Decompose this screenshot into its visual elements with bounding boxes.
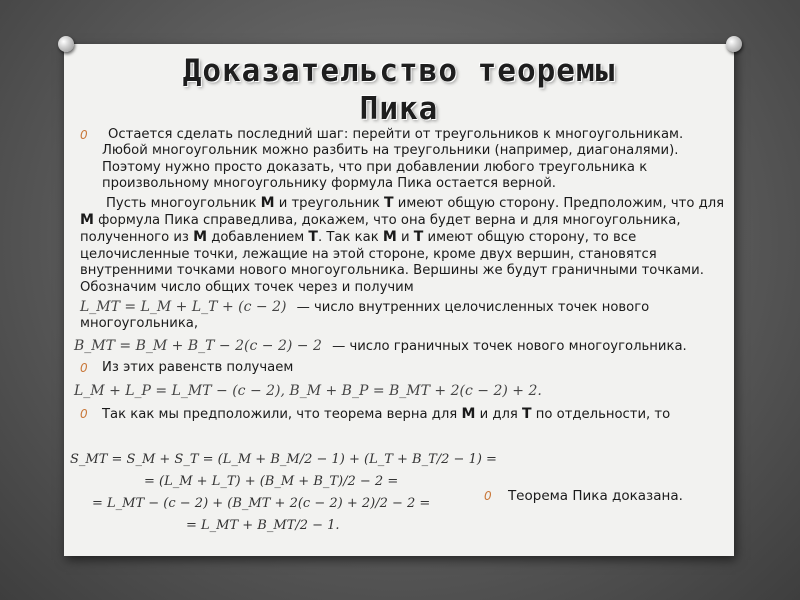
bullet-marker: 0 [484, 489, 492, 503]
paragraph-2 [80, 195, 730, 296]
letter-t: T [384, 194, 394, 211]
text-run: и для [475, 407, 523, 423]
text-run: и [396, 230, 414, 246]
title-line-1: Доказательство теоремы [182, 53, 616, 89]
formula-lp-row [74, 382, 730, 400]
letter-m: M [260, 194, 275, 211]
bullet-marker: 0 [80, 361, 88, 376]
slide-body [74, 127, 730, 424]
equation-line: = (L_M + L_T) + (B_M + B_T)/2 − 2 = [144, 474, 399, 489]
slide-title [64, 52, 734, 128]
formula-lp: L_M + L_P = L_MT − (c − 2), B_M + B_P = B_MT + 2(c − 2) + 2. [74, 382, 542, 399]
text-run: Пусть многоугольник [106, 195, 261, 211]
equation-line: S_MT = S_M + S_T = (L_M + B_M/2 − 1) + (L_T + B_T/2 − 1) = [70, 452, 497, 467]
text-run: имеют общую сторону, то все целочисленные точки, лежащие на этой стороне, кроме двух вершин, становятся внутренними точками нового многоугольника. Вершины же будут граничными точками. Обозначим число общих точек через и получим [80, 230, 704, 295]
formula-l-row [80, 299, 730, 333]
bullet-marker: 0 [80, 407, 88, 422]
bullet-marker: 0 [80, 128, 88, 142]
letter-m: M [382, 229, 397, 246]
bullet-paragraph-1 [80, 127, 730, 193]
equation-line: = L_MT + B_MT/2 − 1. [186, 518, 340, 533]
area-derivation [70, 449, 497, 537]
formula-b-description: — число граничных точек нового многоугольника. [332, 338, 687, 354]
text-run: . Так как [317, 230, 383, 246]
conclusion-bullet [484, 488, 683, 504]
letter-t: T [308, 229, 318, 246]
text-run: Так как мы предположили, что теорема верна для [102, 407, 462, 423]
text-run: по отдельности, то [531, 407, 671, 423]
letter-m: M [193, 229, 208, 246]
letter-m: M [80, 212, 94, 229]
pushpin-left-icon [58, 36, 74, 52]
letter-t: T [413, 229, 424, 246]
letter-m: M [461, 406, 476, 423]
title-line-2: Пика [359, 91, 439, 127]
paragraph-text: Из этих равенств получаем [102, 360, 294, 376]
text-run: формула Пика справедлива, докажем, что она будет верна и для многоугольника, полученного из [80, 213, 681, 246]
formula-b: B_MT = B_M + B_T − 2(c − 2) − 2 [74, 337, 322, 354]
formula-l: L_MT = L_M + L_T + (c − 2) [80, 299, 287, 316]
formula-l-description: — число внутренних целочисленных точек нового многоугольника, [80, 300, 650, 332]
bullet-paragraph-4 [80, 406, 730, 423]
equation-line: = L_MT − (c − 2) + (B_MT + 2(c − 2) + 2)/2 − 2 = [92, 496, 431, 511]
pushpin-right-icon [726, 36, 742, 52]
paragraph-text [102, 406, 730, 423]
bullet-paragraph-3 [80, 360, 730, 376]
text-run: добавлением [207, 230, 309, 246]
paragraph-text: Остается сделать последний шаг: перейти от треугольников к многоугольникам. Любой многоугольник можно разбить на треугольники (например, диагоналями). Поэтому нужно просто доказать, что при добавлении любого треугольника к произвольному многоугольнику формула Пика остается верной. [102, 127, 684, 192]
conclusion-text: Теорема Пика доказана. [507, 488, 683, 504]
formula-b-row [74, 337, 730, 355]
letter-t: T [522, 406, 532, 423]
text-run: и треугольник [274, 195, 385, 211]
paragraph-text [80, 195, 730, 296]
text-run: имеют общую сторону. Предположим, что для [393, 195, 725, 211]
